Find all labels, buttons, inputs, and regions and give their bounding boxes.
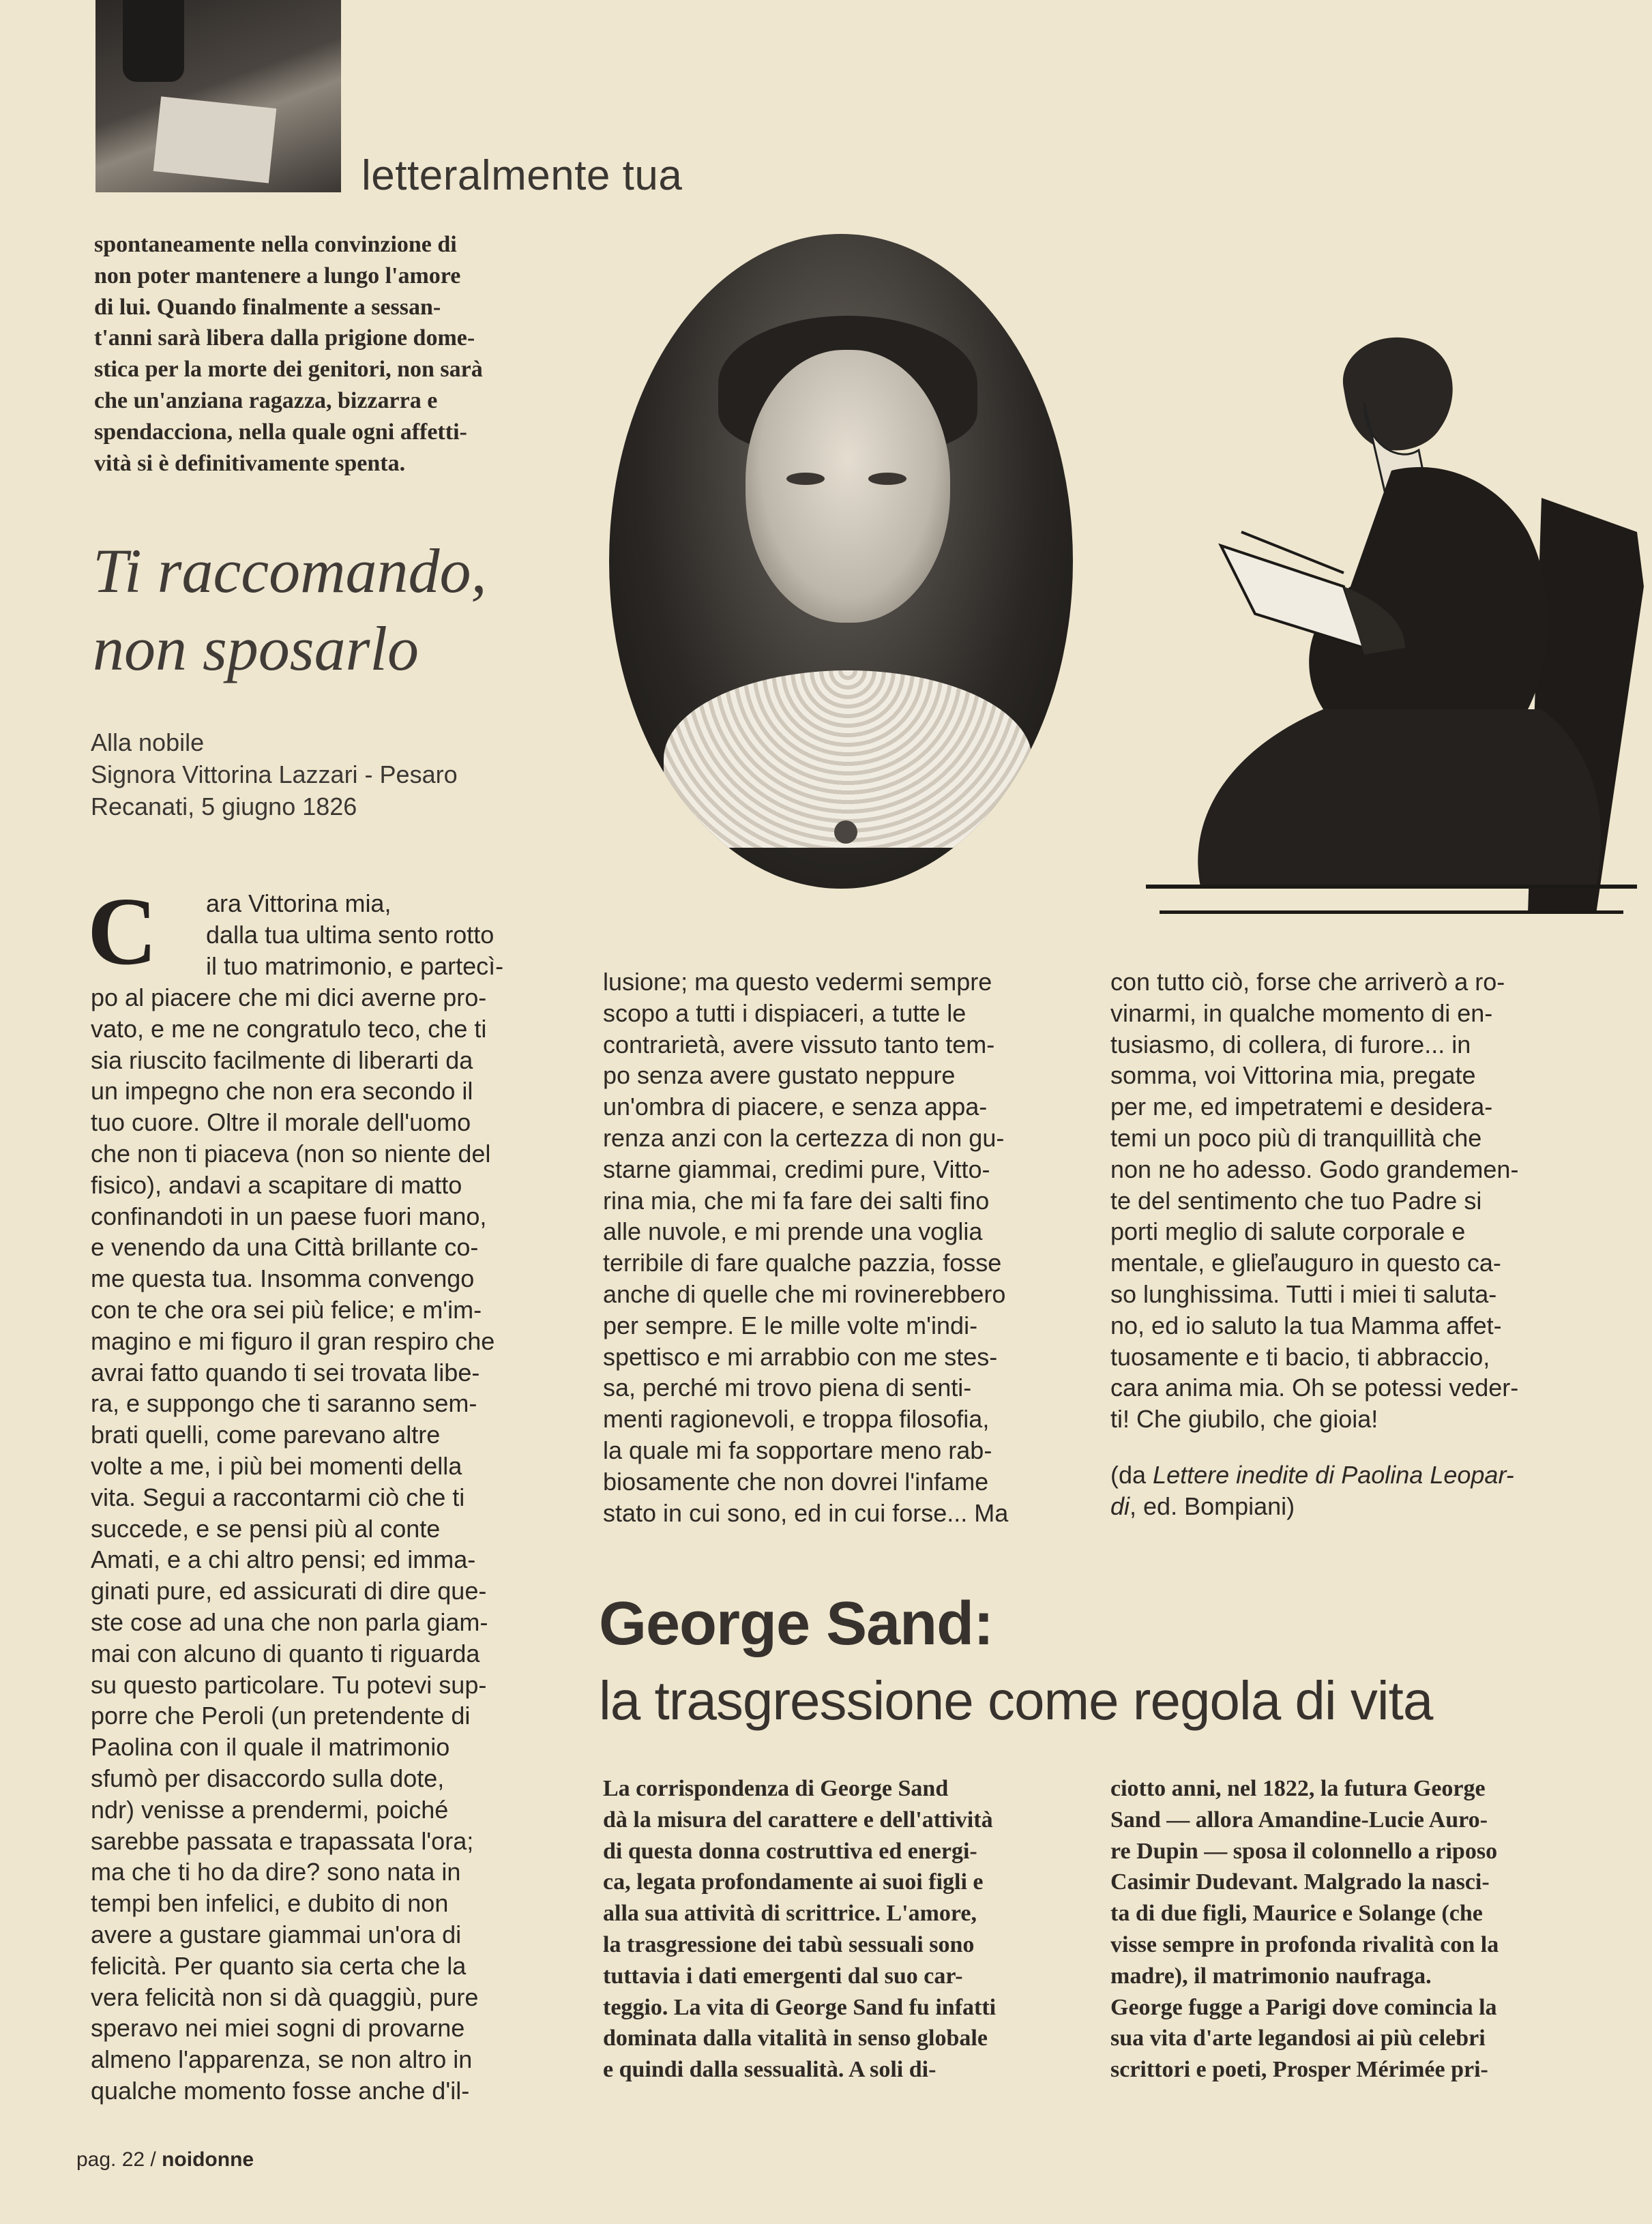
- drop-cap: C: [87, 877, 158, 985]
- text-line: vinarmi, in qualche momento di en-: [1110, 998, 1493, 1027]
- text-line: alla sua attività di scrittrice. L'amore,: [603, 1901, 977, 1927]
- text-line: non ne ho adesso. Godo grandemen-: [1110, 1155, 1519, 1183]
- citation-book-title: Lettere inedite di Paolina Leopar-: [1153, 1461, 1514, 1489]
- text-line: qualche momento fosse anche d'il-: [91, 2076, 470, 2105]
- text-line: madre), il matrimonio naufraga.: [1110, 1963, 1432, 1989]
- text-line: avere a gustare giammai un'ora di: [91, 1920, 462, 1948]
- text-line: felicità. Per quanto sia certa che la: [91, 1951, 467, 1980]
- text-line: Amati, e a chi altro pensi; ed imma-: [91, 1545, 476, 1574]
- text-line: t'anni sarà libera dalla prigione dome-: [94, 325, 475, 351]
- text-line: sia riuscito facilmente di liberarti da: [91, 1046, 473, 1074]
- text-line: ra, e suppongo che ti saranno sem-: [91, 1389, 477, 1418]
- portrait-face-shape: [746, 350, 950, 623]
- text-line: spettisco e mi arrabbio con me stes-: [603, 1342, 998, 1371]
- text-line: biosamente che non dovrei l'infame: [603, 1467, 989, 1496]
- page-footer: [76, 2148, 254, 2171]
- text-line: un impegno che non era secondo il: [91, 1077, 473, 1106]
- text-line: dà la misura del carattere e dell'attività: [603, 1807, 993, 1833]
- text-line: volte a me, i più bei momenti della: [91, 1451, 462, 1480]
- text-line: porti meglio di salute corporale e: [1110, 1217, 1466, 1246]
- text-line: teggio. La vita di George Sand fu infatti: [603, 1994, 997, 2020]
- text-line: sa, perché mi trovo piena di senti-: [603, 1374, 972, 1402]
- reading-woman-illustration: [1119, 327, 1651, 914]
- text-line: George fugge a Parigi dove comincia la: [1110, 1994, 1497, 2020]
- portrait-photograph: [609, 234, 1073, 889]
- text-line: scrittori e poeti, Prosper Mérimée pri-: [1110, 2057, 1488, 2083]
- text-line: contrarietà, avere vissuto tanto tem-: [603, 1030, 995, 1058]
- text-line: confinandoti in un paese fuori mano,: [91, 1202, 487, 1230]
- text-line: e quindi dalla sessualità. A soli di-: [603, 2057, 936, 2083]
- text-line: somma, voi Vittorina mia, pregate: [1110, 1061, 1476, 1090]
- text-line: terribile di fare qualche pazzia, fosse: [603, 1249, 1002, 1277]
- text-line: me questa tua. Insomma convengo: [91, 1264, 475, 1293]
- text-line: vità si è definitivamente spenta.: [94, 450, 406, 476]
- text-line: visse sempre in profonda rivalità con la: [1110, 1931, 1499, 1957]
- text-line: mentale, e glieľauguro in questo ca-: [1110, 1249, 1501, 1277]
- text-line: La corrispondenza di George Sand: [603, 1776, 949, 1801]
- text-line: con tutto ciò, forse che arriverò a ro-: [1110, 968, 1505, 996]
- text-line: non poter mantenere a lungo l'amore: [94, 263, 461, 288]
- letter-paper-shape: [153, 96, 277, 183]
- text-line: almeno l'apparenza, se non altro in: [91, 2045, 473, 2074]
- text-line: per me, ed impetratemi e desidera-: [1110, 1093, 1493, 1121]
- text-line: vita. Segui a raccontarmi ciò che ti: [91, 1483, 465, 1511]
- text-line: tuttavia i dati emergenti dal suo car-: [603, 1963, 963, 1989]
- magazine-name: noidonne: [162, 2148, 254, 2171]
- text-line: scopo a tutti i dispiaceri, a tutte le: [603, 998, 967, 1027]
- address-line: Signora Vittorina Lazzari - Pesaro: [91, 760, 458, 788]
- text-line: Sand — allora Amandine-Lucie Auro-: [1110, 1807, 1488, 1833]
- citation-publisher: , ed. Bompiani): [1130, 1492, 1295, 1520]
- text-line: su questo particolare. Tu potevi sup-: [91, 1670, 487, 1699]
- text-line: con te che ora sei più felice; e m'im-: [91, 1295, 482, 1324]
- letter-column-2: [603, 966, 1080, 1528]
- text-line: ciotto anni, nel 1822, la futura George: [1110, 1776, 1486, 1801]
- letter-address: [91, 726, 582, 822]
- text-line: stica per la morte dei genitori, non sarà: [94, 357, 483, 383]
- text-line: fisico), andavi a scapitare di matto: [91, 1170, 462, 1199]
- desk-photograph: [95, 0, 341, 192]
- text-line: tuo cuore. Oltre il morale dell'uomo: [91, 1108, 471, 1137]
- text-line: che un'anziana ragazza, bizzarra e: [94, 387, 438, 413]
- heading-line: non sposarlo: [93, 614, 419, 683]
- text-line: menti ragionevoli, e troppa filosofia,: [603, 1405, 990, 1434]
- text-line: temi un poco più di tranquillità che: [1110, 1123, 1482, 1152]
- text-line: tempi ben infelici, e dubito di non: [91, 1889, 449, 1918]
- letter-column-1: [91, 982, 569, 2107]
- text-line: di questa donna costruttiva ed energi-: [603, 1838, 977, 1864]
- portrait-brooch: [834, 820, 857, 844]
- text-line: te del sentimento che tuo Padre si: [1110, 1186, 1482, 1215]
- address-line: Alla nobile: [91, 728, 205, 756]
- text-line: po senza avere gustato neppure: [603, 1061, 956, 1090]
- text-line: sua vita d'arte legandosi ai più celebri: [1110, 2026, 1486, 2051]
- text-line: per sempre. E le mille volte m'indi-: [603, 1311, 978, 1339]
- letter-column-3: [1110, 966, 1596, 1435]
- text-line: anche di quelle che mi rovinerebbero: [603, 1279, 1006, 1308]
- text-line: cara anima mia. Oh se potessi veder-: [1110, 1374, 1519, 1402]
- text-line: ca, legata profondamente ai suoi figli e: [603, 1869, 984, 1895]
- text-line: porre che Peroli (un pretendente di: [91, 1702, 471, 1730]
- text-line: po al piacere che mi dici averne pro-: [91, 983, 487, 1011]
- text-line: ti! Che giubilo, che gioia!: [1110, 1405, 1378, 1434]
- text-line: no, ed io saluto la tua Mamma affet-: [1110, 1311, 1502, 1339]
- text-line: dominata dalla vitalità in senso globale: [603, 2026, 988, 2051]
- portrait-eye-shape: [868, 473, 906, 485]
- text-line: spontaneamente nella convinzione di: [94, 232, 457, 257]
- text-line: la quale mi fa sopportare meno rab-: [603, 1436, 992, 1464]
- text-line: alle nuvole, e mi prende una voglia: [603, 1217, 983, 1246]
- address-line: Recanati, 5 giugno 1826: [91, 792, 357, 820]
- article-subtitle: la trasgressione come regola di vita: [599, 1670, 1433, 1731]
- text-line: magino e mi figuro il gran respiro che: [91, 1326, 495, 1355]
- portrait-eye-shape: [786, 473, 825, 485]
- text-line: tusiasmo, di collera, di furore... in: [1110, 1030, 1471, 1058]
- intro-paragraph: [94, 229, 567, 479]
- text-line: di lui. Quando finalmente a sessan-: [94, 294, 441, 320]
- text-line: mai con alcuno di quanto ti riguarda: [91, 1639, 480, 1667]
- text-line: e venendo da una Città brillante co-: [91, 1233, 479, 1262]
- text-line: Paolina con il quale il matrimonio: [91, 1733, 450, 1762]
- text-line: re Dupin — sposa il colonnello a riposo: [1110, 1838, 1498, 1864]
- article-title: George Sand:: [599, 1590, 994, 1658]
- text-line: tuosamente e ti bacio, ti abbraccio,: [1110, 1342, 1490, 1371]
- letter-heading: [93, 532, 611, 687]
- text-line: speravo nei miei sogni di provarne: [91, 2014, 465, 2043]
- text-line: un'ombra di piacere, e senza appa-: [603, 1093, 988, 1121]
- text-line: lusione; ma questo vedermi sempre: [603, 968, 992, 996]
- text-line: succede, e se pensi più al conte: [91, 1514, 441, 1543]
- text-line: ta di due figli, Maurice e Solange (che: [1110, 1901, 1483, 1927]
- text-line: la trasgressione dei tabù sessuali sono: [603, 1931, 975, 1957]
- sand-column-1: [603, 1773, 1074, 2086]
- text-line: vera felicità non si dà quaggiù, pure: [91, 1983, 479, 2011]
- citation-prefix: (da: [1110, 1461, 1153, 1489]
- letter-source-citation: [1110, 1459, 1596, 1522]
- citation-book-title-end: di: [1110, 1492, 1130, 1520]
- text-line: che non ti piaceva (non so niente del: [91, 1139, 491, 1168]
- text-line: ginati pure, ed assicurati di dire que-: [91, 1577, 487, 1605]
- text-line: sfumò per disaccordo sulla dote,: [91, 1764, 445, 1792]
- text-line: Casimir Dudevant. Malgrado la nasci-: [1110, 1869, 1490, 1895]
- text-line: ste cose ad una che non parla giam-: [91, 1607, 488, 1636]
- text-line: renza anzi con la certezza di non gu-: [603, 1123, 1005, 1152]
- heading-line: Ti raccomando,: [93, 536, 487, 606]
- page-number: pag. 22 /: [76, 2148, 156, 2171]
- text-line: sarebbe passata e trapassata l'ora;: [91, 1826, 474, 1855]
- letter-column-1-opening: [206, 888, 569, 981]
- text-line: brati quelli, come parevano altre: [91, 1421, 441, 1449]
- text-line: starne giammai, credimi pure, Vitto-: [603, 1155, 990, 1183]
- inkwell-shape: [123, 0, 184, 82]
- text-line: spendacciona, nella quale ogni affetti-: [94, 419, 467, 445]
- text-line: vato, e me ne congratulo teco, che ti: [91, 1014, 487, 1043]
- text-line: so lunghissima. Tutti i miei ti saluta-: [1110, 1279, 1497, 1308]
- text-line: ma che ti ho da dire? sono nata in: [91, 1858, 461, 1886]
- text-line: dalla tua ultima sento rotto: [206, 920, 495, 949]
- text-line: stato in cui sono, ed in cui forse... Ma: [603, 1498, 1009, 1527]
- text-line: avrai fatto quando ti sei trovata libe-: [91, 1358, 480, 1387]
- text-line: ara Vittorina mia,: [206, 889, 392, 917]
- text-line: rina mia, che mi fa fare dei salti fino: [603, 1186, 990, 1215]
- text-line: ndr) venisse a prendermi, poiché: [91, 1795, 449, 1824]
- text-line: il tuo matrimonio, e partecì-: [206, 951, 504, 980]
- section-title: letteralmente tua: [362, 152, 683, 199]
- sand-column-2: [1110, 1773, 1589, 2086]
